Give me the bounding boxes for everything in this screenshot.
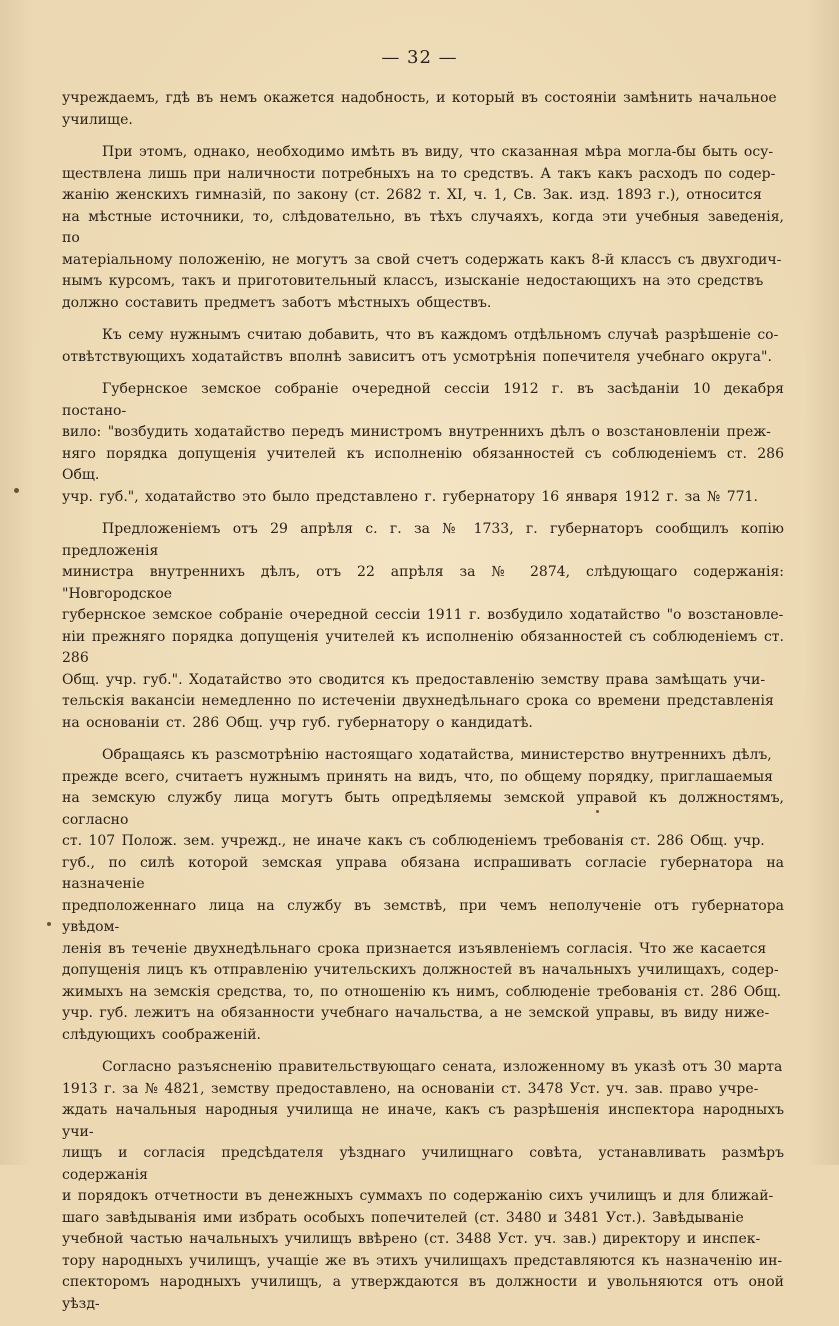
page-number: — 32 —: [381, 47, 458, 68]
paragraph-7: Согласно разъясненію правительствующаго сената, изложенному въ указѣ отъ 30 марта 1913 г. за № 4821, земству предоставлено, на основаніи ст. 3478 Уст. уч. зав. право учре- ждать начальныя народныя училища не иначе, какъ съ разрѣшенія инспектора народныхъ учи- лищъ и согласія предсѣдателя уѣзднаго училищнаго совѣта, устанавливать размѣръ содержанія и порядокъ отчетности въ денежныхъ суммахъ по содержанію сихъ училищъ и для ближай- шаго завѣдыванія ими избрать особыхъ попечителей (ст. 3480 и 3481 Уст.). Завѣдываніе учебной частью начальныхъ училищъ ввѣрено (ст. 3488 Уст. уч. зав.) директору и инспек- тору народныхъ училищъ, учащіе же въ этихъ училищахъ представляются къ назначенію ин- спекторомъ народныхъ училищъ, а утверждаются въ должности и увольняются отъ оной уѣзд-: [62, 1059, 784, 1312]
paragraph-2: При этомъ, однако, необходимо имѣть въ виду, что сказанная мѣра могла-бы быть осу- ществлена лишь при наличности потребныхъ на то средствъ. А такъ какъ расходъ по содер- жанію женскихъ гимназій, по закону (ст. 2682 т. XI, ч. 1, Св. Зак. изд. 1893 г.), относится на мѣстные источники, то, слѣдовательно, въ тѣхъ случаяхъ, когда эти учебныя заведенія, по матеріальному положенію, не могутъ за свой счетъ содержать какъ 8-й классъ съ двухгодич- нымъ курсомъ, такъ и приготовительный классъ, изысканіе недостающихъ на это средствъ должно составить предметъ заботъ мѣстныхъ обществъ.: [62, 144, 784, 311]
paper-speck: [47, 922, 51, 926]
paragraph-4: Губернское земское собраніе очередной сессіи 1912 г. въ засѣданіи 10 декабря постано- вило: "возбудить ходатайство передъ министромъ внутреннихъ дѣлъ о возстановленіи преж- няго порядка допущенія учителей къ исполненію обязанностей съ соблюденіемъ ст. 286 Общ. учр. губ.", ходатайство это было представлено г. губернатору 16 января 1912 г. за № 771.: [62, 381, 784, 505]
paper-speck: [14, 488, 19, 493]
paragraph-6: Обращаясь къ разсмотрѣнію настоящаго ходатайства, министерство внутреннихъ дѣлъ, прежде всего, считаетъ нужнымъ принять на видъ, что, по общему порядку, приглашаемыя на земскую службу лица могутъ быть опредѣляемы земской управой къ должностямъ, согласно ст. 107 Полож. зем. учрежд., не иначе какъ съ соблюденіемъ требованія ст. 286 Общ. учр. губ., по силѣ которой земская управа обязана испрашивать согласіе губернатора на назначеніе предположеннаго лица на службу въ земствѣ, при чемъ неполученіе отъ губернатора увѣдом- ленія въ теченіе двухнедѣльнаго срока признается изъявленіемъ согласія. Что же касается допущенія лицъ къ отправленію учительскихъ должностей въ начальныхъ училищахъ, содер- жимыхъ на земскія средства, то, по отношенію къ нимъ, соблюденіе требованія ст. 286 Общ. учр. губ. лежитъ на обязанности учебнаго начальства, а не земской управы, въ виду ниже- слѣдующихъ соображеній.: [62, 747, 784, 1043]
paper-speck: [596, 810, 599, 813]
body-text: [62, 88, 784, 1326]
paragraph-1: учреждаемъ, гдѣ въ немъ окажется надобность, и который въ состояніи замѣнить начальное училище.: [62, 90, 777, 128]
paragraph-5: Предложеніемъ отъ 29 апрѣля с. г. за № 1733, г. губернаторъ сообщилъ копію предложенія министра внутреннихъ дѣлъ, отъ 22 апрѣля за № 2874, слѣдующаго содержанія: "Новгородское губернское земское собраніе очередной сессіи 1911 г. возбудило ходатайство "о возстановле- ніи прежняго порядка допущенія учителей къ исполненію обязанностей съ соблюденіемъ ст. 286 Общ. учр. губ.". Ходатайство это сводится къ предоставленію земству права замѣщать учи- тельскія вакансіи немедленно по истеченіи двухнедѣльнаго срока со времени представленія на основаніи ст. 286 Общ. учр губ. губернатору о кандидатѣ.: [62, 521, 784, 731]
paragraph-3: Къ сему нужнымъ считаю добавить, что въ каждомъ отдѣльномъ случаѣ разрѣшеніе со- отвѣтствующихъ ходатайствъ вполнѣ зависитъ отъ усмотрѣнія попечителя учебнаго округа".: [62, 327, 779, 365]
